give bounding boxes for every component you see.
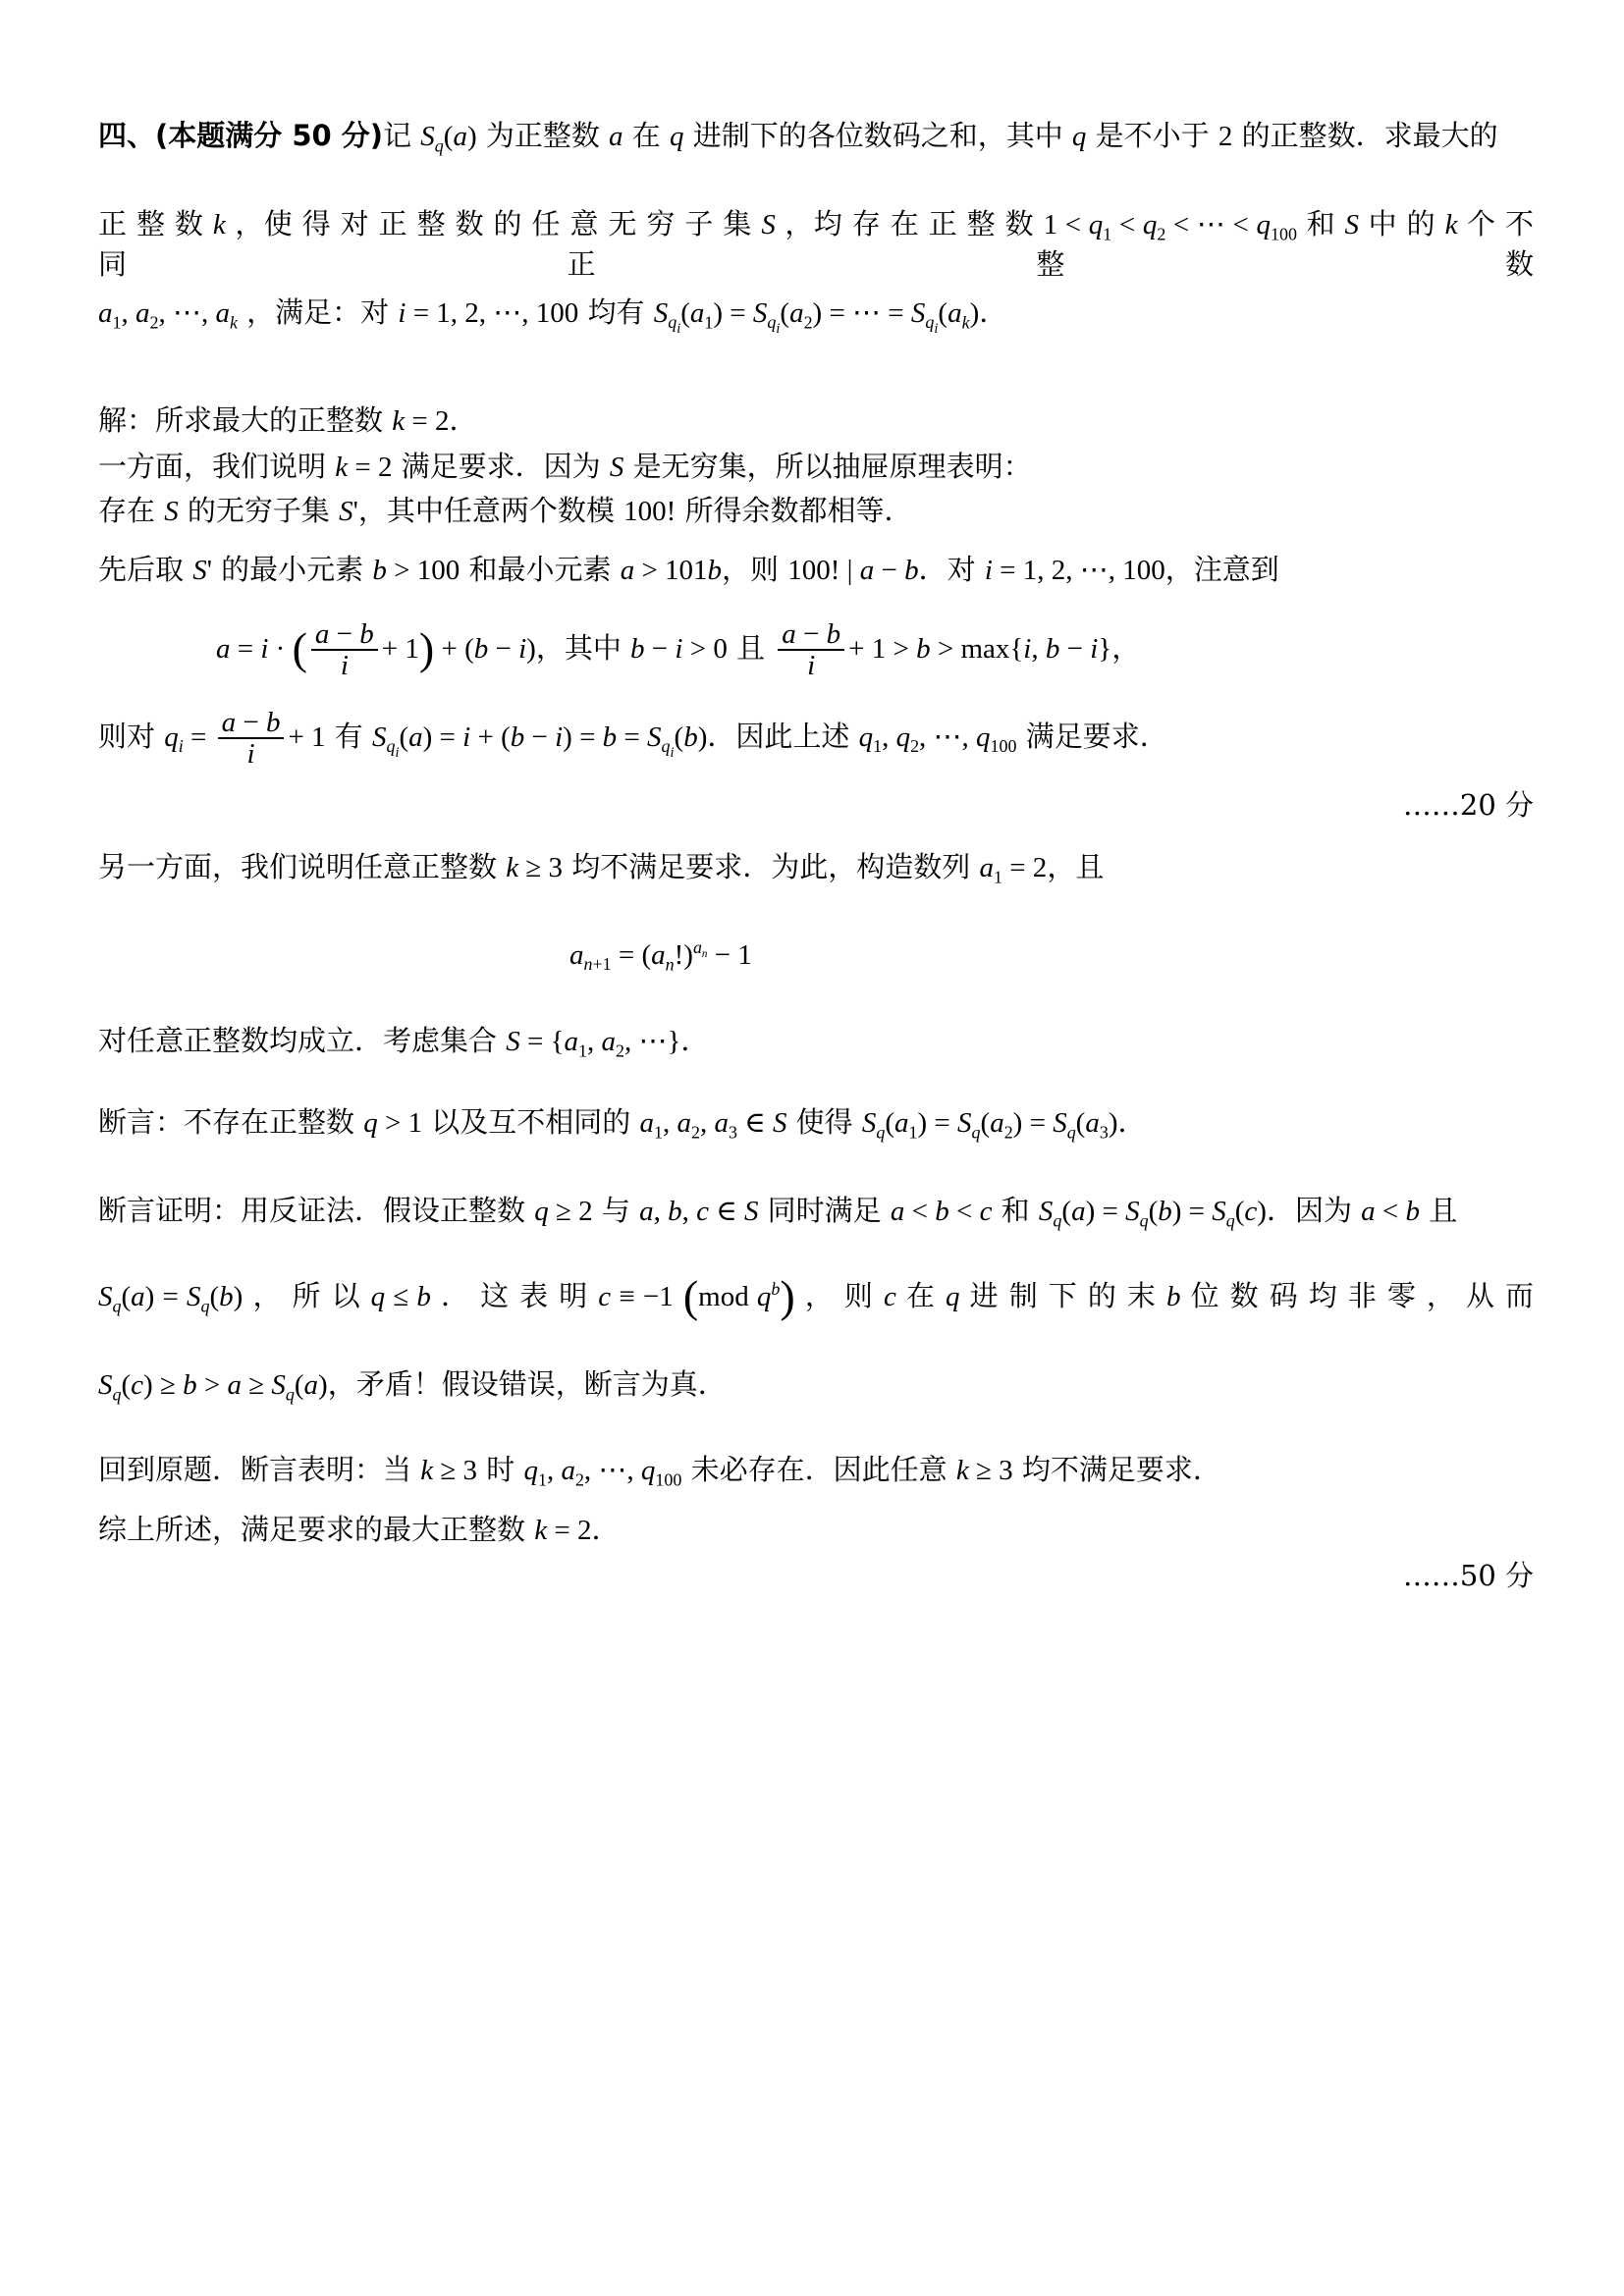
claim-proof-line-2: $S_q(a) = S_q(b)$ ， 所 以 q ≤ b ． 这 表 明 c ≡ −1 (mod $q^b$) ， 则 c 在 q 进 制 下 的 末 b 位 数 码 均 非 零 ， 从 而 [98,1271,1535,1321]
claim-proof-line-1: 断言证明：用反证法．假设正整数 q ≥ 2 与 a, b, c ∈ S 同时满足 a < b < c 和 $S_q(a) = S_q(b) = S_q(c)$．因为 a < b 且 [98,1194,1458,1231]
score-20: ……20 分 [1402,788,1534,822]
solution-choose-ab: 先后取 S' 的最小元素 b > 100 和最小元素 a > 101b，则 100! | a − b．对 i = 1, 2, ⋯, 100，注意到 [98,553,1279,586]
equation-recurrence: $a_{n+1} = (a_n!)^{a_n} - 1$ [569,937,752,975]
claim: 断言：不存在正整数 q > 1 以及互不相同的 $a_1$, $a_2$, $a_3$ ∈ S 使得 $S_q(a_1) = S_q(a_2) = S_q(a_3)$． [98,1105,1147,1143]
problem-label: 四、(本题满分 50 分) [98,119,384,152]
problem-line-2: 正 整 数 k ，使 得 对 正 整 数 的 任 意 无 穷 子 集 S ，均 存 在 正 整 数 $1 < q_1 < q_2$ < ⋯ < $q_{100}$ 和 S 中 的 k 个 不 同 正 整 数 [98,207,1535,281]
solution-conclusion: 综上所述，满足要求的最大正整数 k = 2． [98,1513,621,1546]
problem-line-3: $a_1$, $a_2$, ⋯, $a_k$ ，满足：对 i = 1, 2, ⋯, 100 均有 $S_{q_i}(a_1) = S_{q_i}(a_2)$ = ⋯ = $S_{q_i}(a_k)$． [98,295,1008,338]
problem-line-1: 四、(本题满分 50 分)记 $S_q(a)$ 为正整数 a 在 q 进制下的各位数码之和，其中 q 是不小于 2 的正整数．求最大的 [98,119,1498,156]
solution-return: 回到原题．断言表明：当 k ≥ 3 时 $q_1$, $a_2$, ⋯, $q_{100}$ 未必存在．因此任意 k ≥ 3 均不满足要求． [98,1453,1221,1490]
solution-part2-intro: 另一方面，我们说明任意正整数 k ≥ 3 均不满足要求．为此，构造数列 $a_1 = 2$，且 [98,850,1105,887]
claim-proof-line-3: $S_q(c) \ge b > a \ge S_q(a)$，矛盾！假设错误，断言为真． [98,1367,727,1405]
solution-part1-intro: 一方面，我们说明 k = 2 满足要求．因为 S 是无穷集，所以抽屉原理表明： [98,450,1032,483]
solution-define-set: 对任意正整数均成立．考虑集合 $S = \{a_1$, $a_2$, ⋯}． [98,1024,710,1061]
score-50: ……50 分 [1402,1559,1534,1592]
solution-pigeonhole: 存在 S 的无穷子集 S'，其中任意两个数模 100! 所得余数都相等． [98,494,913,527]
solution-answer: 解：所求最大的正整数 k = 2． [98,403,478,437]
equation-decomposition: a = i · ( $\frac{a - b}{i}$ + 1) + (b − i)，其中 b − i > 0 且 $\frac{a - b}{i}$ + 1 > b > max{i, b − i}， [216,618,1141,682]
solution-choose-q: 则对 $q_i$ = $\frac{a - b}{i}$ + 1 有 $S_{q_i}(a) = i + (b - i) = b = S_{q_i}(b)$．因此上述 $q_1$, $q_2$, ⋯, $q_{100}$ 满足要求． [98,707,1168,771]
